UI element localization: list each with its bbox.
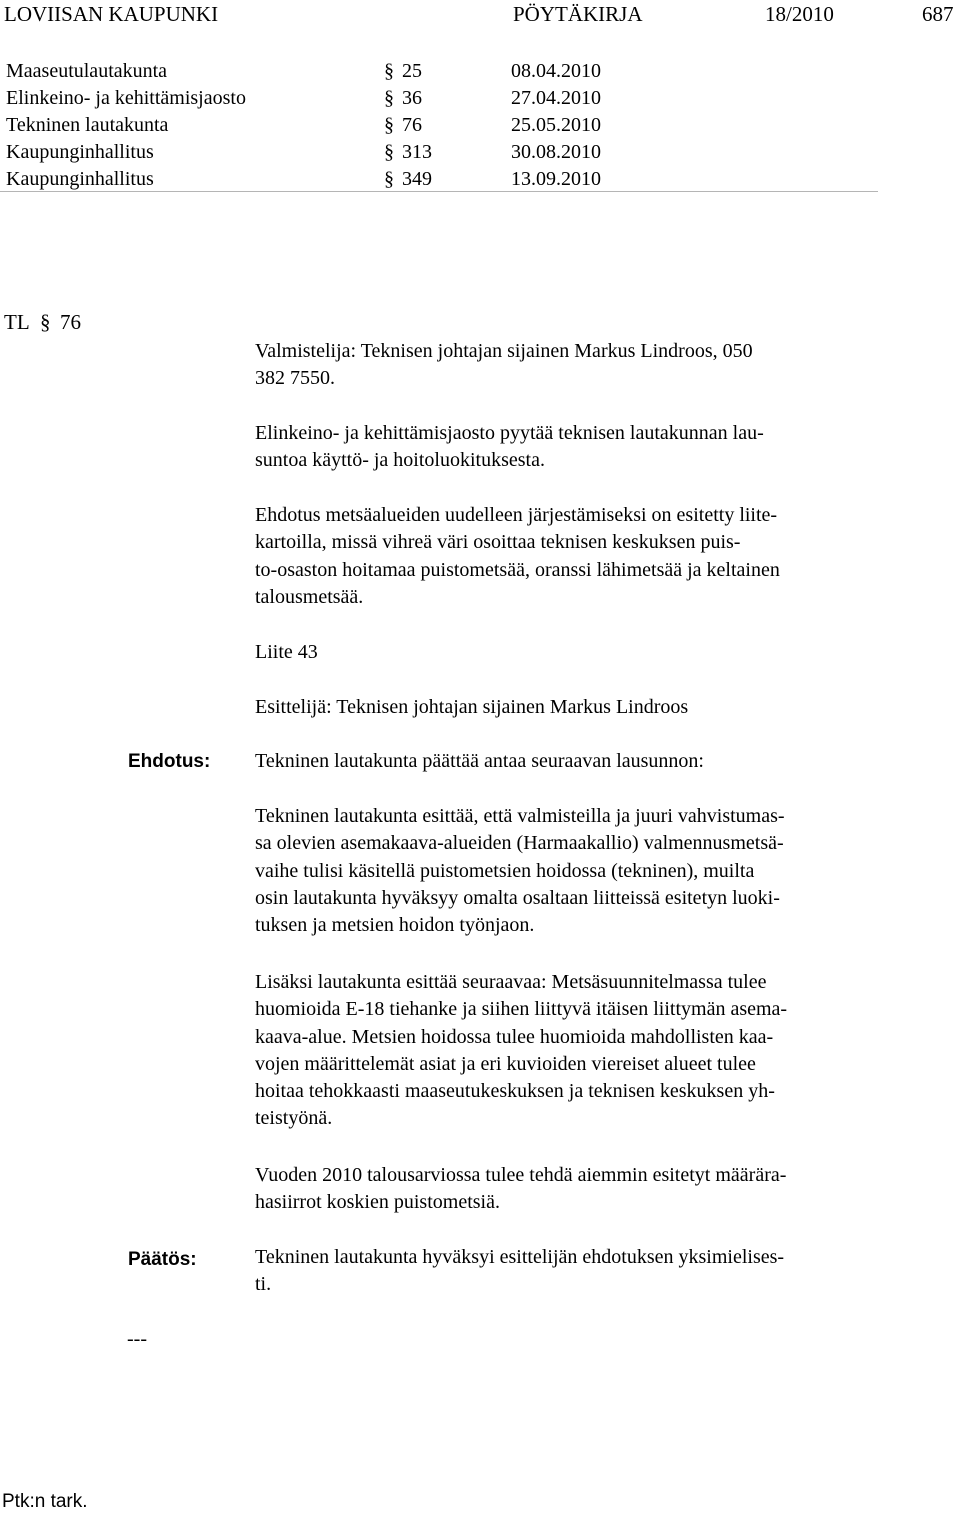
history-divider [0,191,878,192]
statement-paragraph-2: Lisäksi lautakunta esittää seuraavaa: Metsäsuunnitelmassa tulee huomioida E-18 tiehanke ja siihen liittyvä itäisen liittymän asema- kaava-alue. Metsien hoidossa tulee huomioida mahdollisten kaa- vojen määrittelemät asiat ja eri kuvioiden viereiset alueet tulee hoitaa tehokkaasti maaseutukeskuksen ja teknisen keskuksen yh- teistyönä. [255,971,788,1130]
page-number: 687 [922,2,954,26]
proposal-label: Ehdotus: [128,751,211,772]
history-section: 349 [402,168,432,190]
history-body: Maaseutulautakunta [6,60,168,82]
footer-check-label: Ptk:n tark. [2,1491,88,1512]
history-section: 313 [402,141,432,163]
statement-paragraph-3: Vuoden 2010 talousarviossa tulee tehdä aiemmin esitetyt määrära- hasiirrot koskien puistometsiä. [255,1164,787,1214]
section-sign-icon: § [384,168,394,190]
decision-label: Päätös: [128,1249,197,1270]
history-date: 30.08.2010 [511,141,601,163]
history-date: 27.04.2010 [511,87,601,109]
history-section: 25 [402,60,422,82]
section-sign-icon: § [384,114,394,136]
statement-paragraph-1: Tekninen lautakunta esittää, että valmisteilla ja juuri vahvistumas- sa olevien asemakaava-alueiden (Harmaakallio) valmennusmetsä- vaihe tulisi käsitellä puistometsien hoidossa (tekninen), muilta osin lautakunta hyväksyy omalta osaltaan liitteissä esitetyn luoki- tuksen ja metsien hoidon työnjaon. [255,805,785,937]
history-section: 36 [402,87,422,109]
section-sign-icon: § [384,141,394,163]
history-body: Kaupunginhallitus [6,141,154,163]
history-body: Tekninen lautakunta [6,114,169,136]
document-number: 18/2010 [765,2,834,26]
section-sign-icon: § [384,60,394,82]
history-body: Elinkeino- ja kehittämisjaosto [6,87,246,109]
proposal-decision-line: Tekninen lautakunta päättää antaa seuraavan lausunnon: [255,750,704,772]
section-prefix: TL [4,310,30,334]
municipality-name: LOVIISAN KAUPUNKI [4,2,219,26]
attachment-reference: Liite 43 [255,641,318,663]
history-date: 13.09.2010 [511,168,601,190]
document-type: PÖYTÄKIRJA [513,2,643,26]
decision-paragraph: Tekninen lautakunta hyväksyi esittelijän ehdotuksen yksimielises- ti. [255,1246,785,1296]
preparer-paragraph: Valmistelija: Teknisen johtajan sijainen Markus Lindroos, 050 382 7550. [255,340,753,390]
end-mark: --- [127,1328,147,1350]
history-section: 76 [402,114,422,136]
section-number: 76 [60,310,81,334]
section-sign-icon: § [40,310,51,334]
section-sign-icon: § [384,87,394,109]
history-date: 25.05.2010 [511,114,601,136]
request-paragraph: Elinkeino- ja kehittämisjaosto pyytää teknisen lautakunnan lau- suntoa käyttö- ja hoitoluokituksesta. [255,422,764,472]
presenter-line: Esittelijä: Teknisen johtajan sijainen Markus Lindroos [255,696,689,718]
history-date: 08.04.2010 [511,60,601,82]
history-body: Kaupunginhallitus [6,168,154,190]
proposal-text-paragraph: Ehdotus metsäalueiden uudelleen järjestämiseksi on esitetty liite- kartoilla, missä vihreä väri osoittaa teknisen keskuksen puis- to-osaston hoitamaa puistometsää, oranssi lähimetsää ja keltainen talousmetsää. [255,504,780,608]
